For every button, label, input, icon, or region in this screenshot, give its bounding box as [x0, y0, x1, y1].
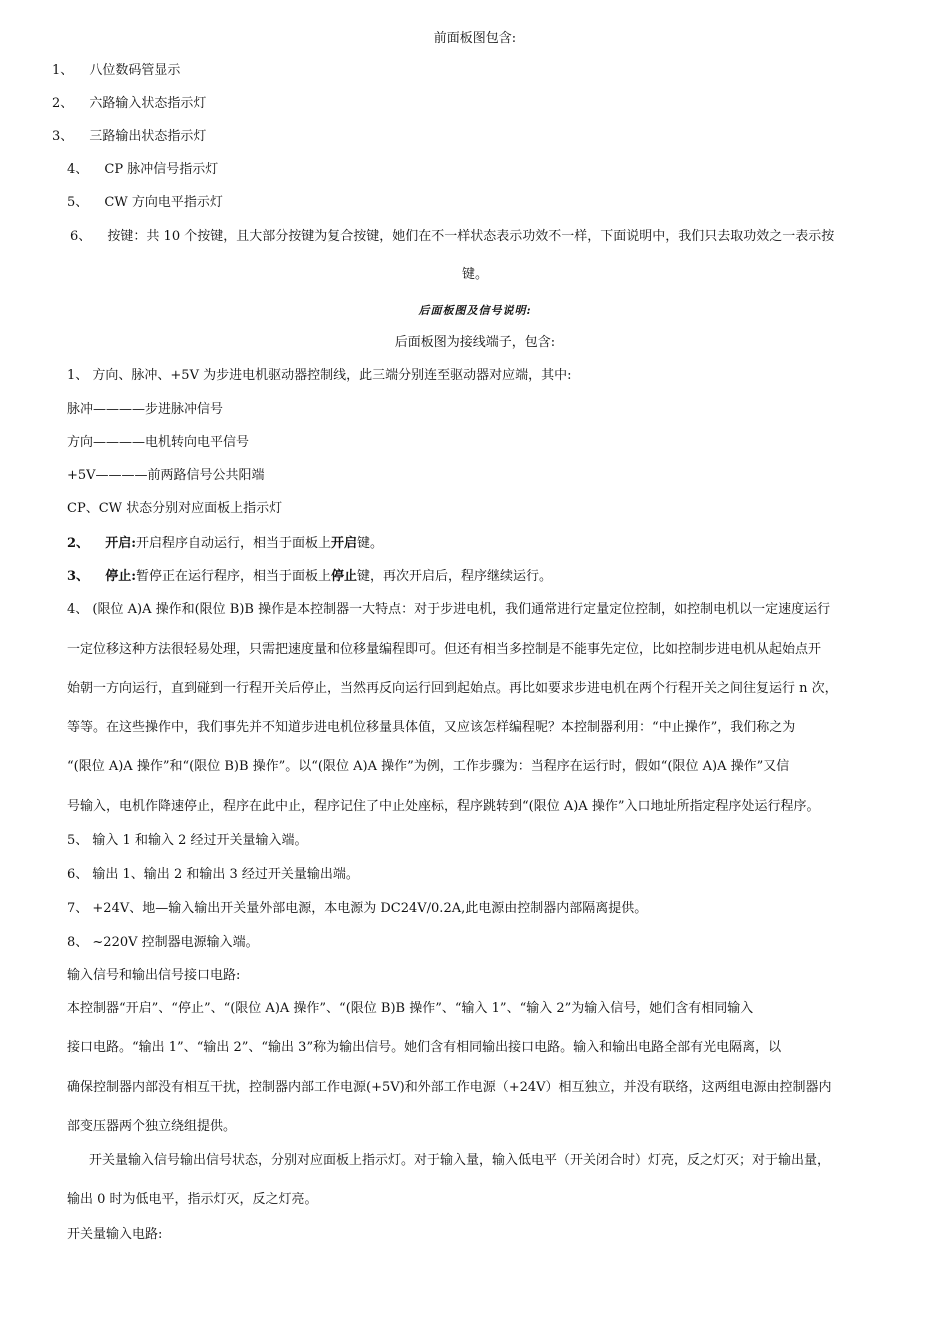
back-item-7: 7、 +24V、地—输入输出开关量外部电源，本电源为 DC24V/0.2A,此电源由控制器内部隔离提供。 [67, 901, 648, 916]
item-number: 2、 [67, 536, 90, 551]
front-item-2 [52, 96, 206, 112]
item-number: 3、 [52, 129, 74, 144]
item-text-tail: 键。 [357, 536, 384, 551]
back-item-4-line-2: 一定位移这种方法很轻易处理，只需把速度量和位移量编程即可。但还有相当多控制是不能事先定位，比如控制步进电机从起始点开 [67, 642, 822, 657]
back-item-4-line-3: 始朝一方向运行，直到碰到一行程开关后停止，当然再反向运行回到起始点。再比如要求步进电机在两个行程开关之间往复运行 n 次， [67, 681, 838, 696]
back-panel-intro: 后面板图为接线端子，包含: [394, 335, 556, 350]
back-item-8: 8、 ~220V 控制器电源输入端。 [67, 935, 259, 950]
input-circuit-heading: 开关量输入电路: [67, 1227, 163, 1242]
back-item-2 [67, 536, 383, 552]
front-item-1 [52, 63, 180, 79]
item-number: 2、 [52, 96, 74, 111]
item-key-bold: 开启 [331, 536, 358, 551]
item-text: 按键：共 10 个按键，且大部分按键为复合按键，她们在不一样状态表示功效不一样，下面说明中，我们只去取功效之一表示按 [107, 229, 835, 244]
item-number: 6、 [70, 229, 92, 244]
item-text-tail: 键，再次开启后，程序继续运行。 [357, 569, 553, 584]
front-item-6-tail: 键。 [461, 267, 488, 282]
io-paragraph-2-line-2: 输出 0 时为低电平，指示灯灭，反之灯亮。 [67, 1192, 318, 1207]
item-key-bold: 停止 [331, 569, 358, 584]
item-text: 六路输入状态指示灯 [89, 96, 207, 111]
io-paragraph-1-line-3: 确保控制器内部没有相互干扰，控制器内部工作电源(+5V)和外部工作电源（+24V）相互独立，并没有联络，这两组电源由控制器内 [67, 1080, 832, 1095]
back-item-4-line-4: 等等。在这些操作中，我们事先并不知道步进电机位移量具体值，又应该怎样编程呢？本控制器利用：“中止操作”，我们称之为 [67, 720, 796, 735]
item-text: 八位数码管显示 [89, 63, 181, 78]
item-number: 4、 [67, 162, 89, 177]
back-item-3 [67, 569, 552, 585]
io-paragraph-2-line-1: 开关量输入信号输出信号状态，分别对应面板上指示灯。对于输入量，输入低电平（开关闭合时）灯亮，反之灯灭；对于输出量， [89, 1153, 831, 1168]
item-number: 1、 [52, 63, 74, 78]
io-paragraph-1-line-1: 本控制器“开启”、“停止”、“(限位 A)A 操作”、“(限位 B)B 操作”、“输入 1”、“输入 2”为输入信号，她们含有相同输入 [67, 1001, 754, 1016]
back-item-6: 6、 输出 1、输出 2 和输出 3 经过开关量输出端。 [67, 867, 359, 882]
item-keyword: 开启: [105, 536, 136, 551]
front-item-5 [67, 195, 223, 211]
front-panel-title: 前面板图包含: [433, 31, 517, 46]
item-text: CW 方向电平指示灯 [104, 195, 223, 210]
back-item-4-line-5: “(限位 A)A 操作”和“(限位 B)B 操作”。以“(限位 A)A 操作”为例，工作步骤为：当程序在运行时，假如“(限位 A)A 操作”又信 [67, 759, 790, 774]
front-item-6 [70, 229, 834, 245]
signal-pulse: 脉冲————步进脉冲信号 [67, 402, 224, 417]
signal-5v: +5V————前两路信号公共阳端 [67, 468, 265, 483]
front-item-3 [52, 129, 206, 145]
back-item-4-line-6: 号输入，电机作降速停止，程序在此中止，程序记住了中止处座标，程序跳转到“(限位 A)A 操作”入口地址所指定程序处运行程序。 [67, 799, 820, 814]
back-item-5: 5、 输入 1 和输入 2 经过开关量输入端。 [67, 833, 308, 848]
io-paragraph-1-line-2: 接口电路。“输出 1”、“输出 2”、“输出 3”称为输出信号。她们含有相同输出接口电路。输入和输出电路全部有光电隔离，以 [67, 1040, 782, 1055]
io-section-title: 输入信号和输出信号接口电路: [67, 968, 241, 983]
back-panel-title: 后面板图及信号说明: [418, 304, 532, 317]
signal-direction: 方向————电机转向电平信号 [67, 435, 250, 450]
signal-cp-cw: CP、CW 状态分别对应面板上指示灯 [67, 501, 283, 516]
item-text: 三路输出状态指示灯 [89, 129, 207, 144]
item-text: 开启程序自动运行，相当于面板上 [136, 536, 332, 551]
item-keyword: 停止: [105, 569, 136, 584]
back-item-4-line-1: 4、 (限位 A)A 操作和(限位 B)B 操作是本控制器一大特点：对于步进电机，我们通常进行定量定位控制，如控制电机以一定速度运行 [67, 602, 831, 617]
front-item-4 [67, 162, 218, 178]
io-paragraph-1-line-4: 部变压器两个独立绕组提供。 [67, 1119, 237, 1134]
item-text: CP 脉冲信号指示灯 [104, 162, 219, 177]
item-number: 5、 [67, 195, 89, 210]
item-number: 3、 [67, 569, 90, 584]
back-item-1: 1、 方向、脉冲、+5V 为步进电机驱动器控制线，此三端分别连至驱动器对应端，其中: [67, 368, 572, 383]
item-text: 暂停正在运行程序，相当于面板上 [136, 569, 332, 584]
